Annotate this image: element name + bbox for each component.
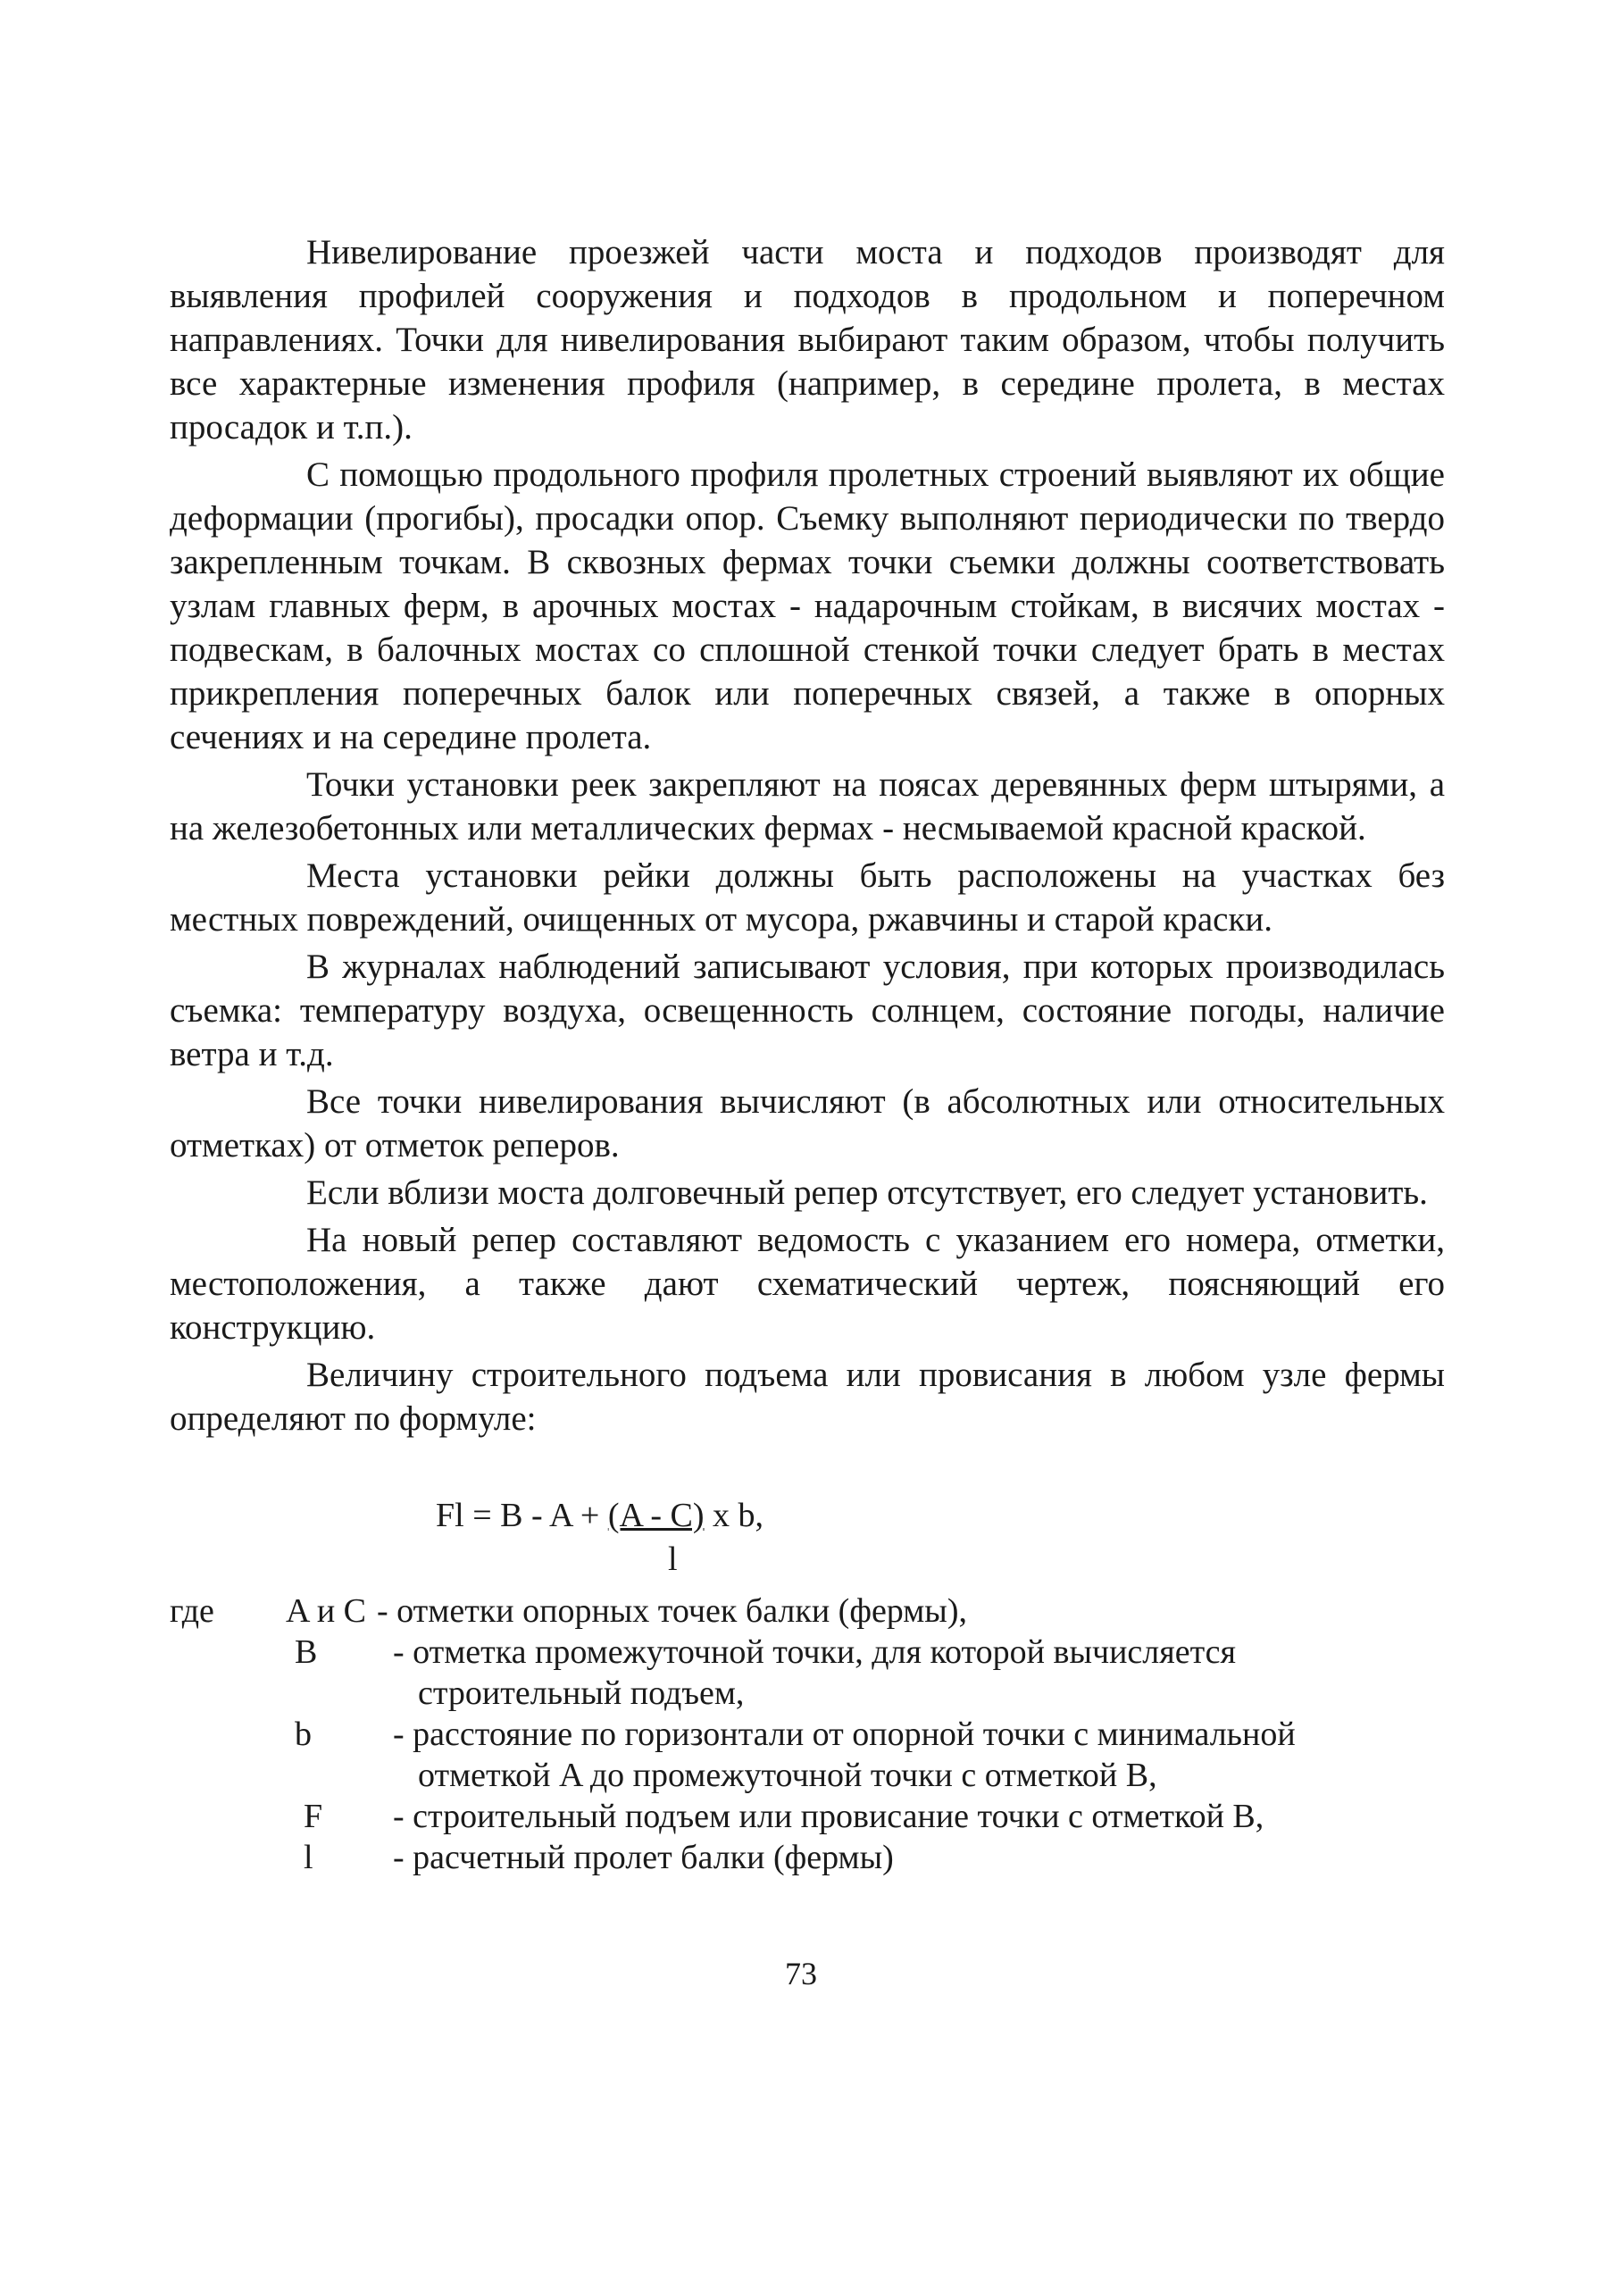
paragraph-benchmark-record: На новый репер составляют ведомость с указанием его номера, отметки, местоположения, а также дают схематический чертеж, поясняющий его конструкцию. — [170, 1221, 1445, 1347]
where-label: где — [170, 1592, 214, 1630]
legend-description: - расчетный пролет балки (фермы) — [393, 1839, 894, 1876]
formula-lhs: Fl — [436, 1497, 464, 1534]
formula-numerator: (A - C) — [607, 1497, 705, 1534]
legend-description: - отметки опорных точек балки (фермы), — [377, 1592, 967, 1630]
paragraph-staff-points: Точки установки реек закрепляют на поясах деревянных ферм штырями, а на железобетонных или металлических фермах - несмываемой красной краской. — [170, 765, 1445, 847]
legend-row-l — [286, 1837, 1447, 1878]
legend-description: - отметка промежуточной точки, для которой вычисляется строительный подъем, — [393, 1633, 1237, 1712]
camber-formula — [436, 1495, 763, 1536]
legend-row-b-lower — [286, 1714, 1447, 1796]
paragraph-benchmarks: Все точки нивелирования вычисляют (в абсолютных или относительных отметках) от отметок реперов. — [170, 1082, 1445, 1165]
paragraph-staff-places: Места установки рейки должны быть расположены на участках без местных повреждений, очищенных от мусора, ржавчины и старой краски. — [170, 856, 1445, 939]
formula-tail: x b, — [704, 1497, 763, 1534]
paragraph-leveling: Нивелирование проезжей части моста и подходов производят для выявления профилей сооружения и подходов в продольном и поперечном направлениях. Точки для нивелирования выбирают таким образом, чтобы получить все характерные изменения профиля (например, в середине пролета, в местах просадок и т.п.). — [170, 233, 1445, 447]
paragraph-formula-intro: Величину строительного подъема или провисания в любом узле фермы определяют по формуле: — [170, 1356, 1445, 1438]
paragraph-longitudinal-profile: С помощью продольного профиля пролетных строений выявляют их общие деформации (прогибы), просадки опор. Съемку выполняют периодически по твердо закрепленным точкам. В сквозных фермах точки съемки должны соответствовать узлам главных ферм, в арочных мостах - надарочным стойкам, в висячих мостах - подвескам, в балочных мостах со сплошной стенкой точки следует брать в местах прикрепления поперечных балок или поперечных связей, а также в опорных сечениях и на середине пролета. — [170, 455, 1445, 756]
body-text — [170, 230, 1445, 1444]
page-number: 73 — [785, 1956, 817, 1991]
paragraph-new-benchmark: Если вблизи моста долговечный репер отсутствует, его следует установить. — [306, 1173, 1428, 1212]
legend-row-b-upper — [286, 1632, 1447, 1714]
legend-row-f — [286, 1796, 1447, 1837]
formula-middle: = B - A + — [463, 1497, 608, 1534]
legend-symbol: l — [304, 1839, 313, 1876]
legend-row-a-c — [286, 1591, 1447, 1632]
formula-denominator: l — [668, 1540, 678, 1578]
legend-description: - строительный подъем или провисание точки с отметкой B, — [393, 1798, 1264, 1835]
legend-symbol: B — [295, 1633, 318, 1671]
legend-description: - расстояние по горизонтали от опорной точки с минимальной отметкой A до промежуточной точки с отметкой B, — [393, 1716, 1296, 1794]
legend-symbol: A и C — [286, 1592, 367, 1630]
formula-legend — [286, 1591, 1447, 1878]
legend-symbol: F — [304, 1798, 323, 1835]
legend-symbol: b — [295, 1716, 312, 1753]
paragraph-journal: В журналах наблюдений записывают условия, при которых производилась съемка: температуру воздуха, освещенность солнцем, состояние погоды, наличие ветра и т.д. — [170, 948, 1445, 1073]
